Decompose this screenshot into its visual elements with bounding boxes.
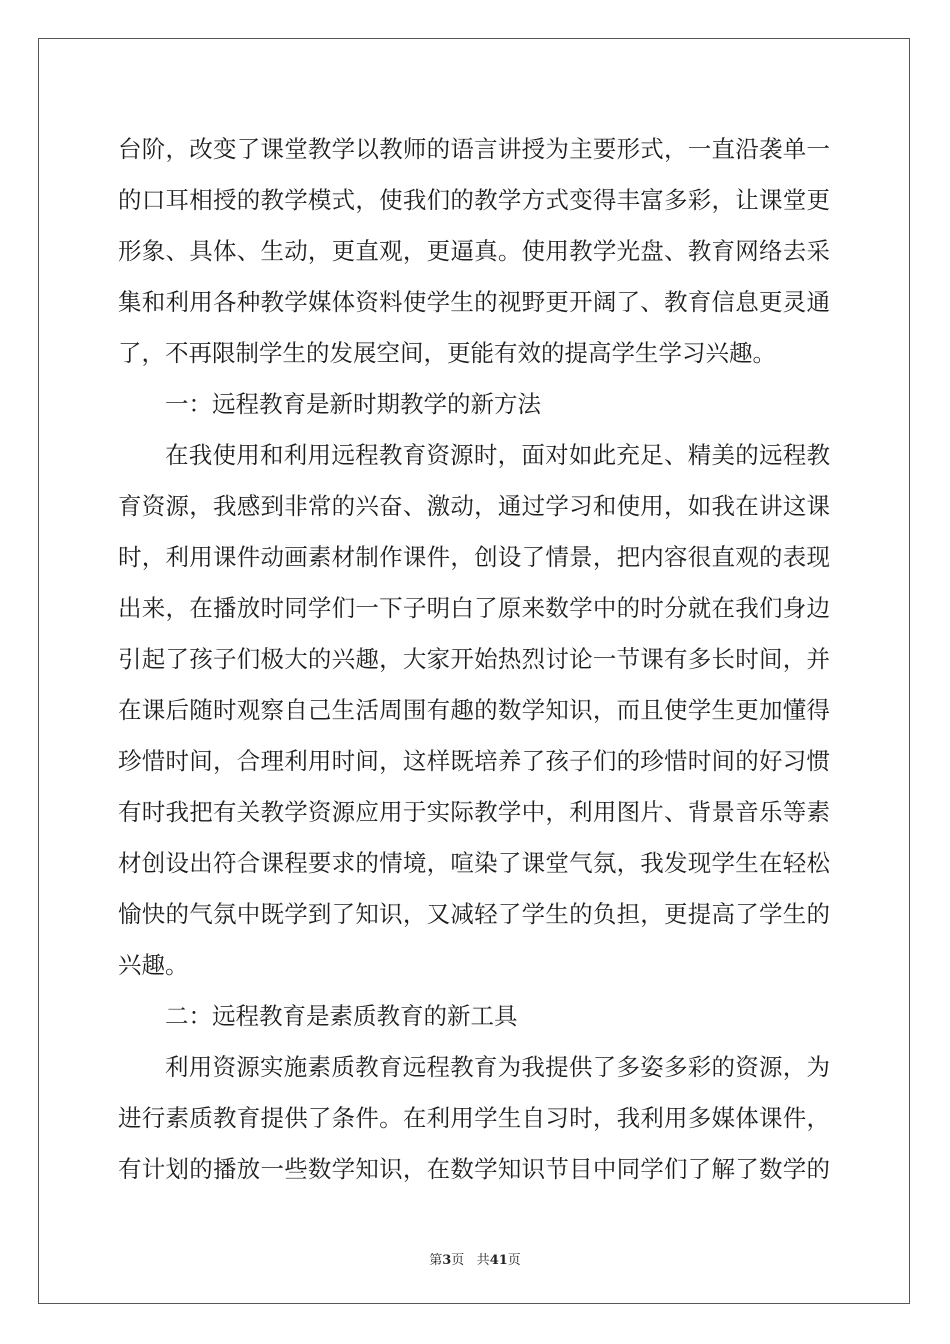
body-line: 集和利用各种教学媒体资料使学生的视野更开阔了、教育信息更灵通 [118, 288, 830, 316]
body-line: 时，利用课件动画素材制作课件，创设了情景，把内容很直观的表现 [118, 543, 830, 571]
page-footer [0, 1249, 950, 1268]
body-line: 有计划的播放一些数学知识，在数学知识节目中同学们了解了数学的 [118, 1155, 830, 1183]
body-line: 了，不再限制学生的发展空间，更能有效的提高学生学习兴趣。 [118, 339, 776, 367]
body-line: 珍惜时间，合理利用时间，这样既培养了孩子们的珍惜时间的好习惯 [118, 747, 830, 775]
body-line: 兴趣。 [118, 951, 189, 979]
body-line: 形象、具体、生动，更直观，更逼真。使用教学光盘、教育网络去采 [118, 237, 830, 265]
total-suffix: 页 [507, 1253, 521, 1268]
body-line: 愉快的气氛中既学到了知识，又减轻了学生的负担，更提高了学生的 [118, 900, 830, 928]
body-line: 的口耳相授的教学模式，使我们的教学方式变得丰富多彩，让课堂更 [118, 186, 830, 214]
body-line: 利用资源实施素质教育远程教育为我提供了多姿多彩的资源，为 [165, 1053, 830, 1081]
page-prefix: 第 [429, 1253, 443, 1268]
body-line: 在我使用和利用远程教育资源时，面对如此充足、精美的远程教 [165, 441, 830, 469]
body-line: 材创设出符合课程要求的情境，喧染了课堂气氛，我发现学生在轻松 [118, 849, 830, 877]
body-line: 出来，在播放时同学们一下子明白了原来数学中的时分就在我们身边 [118, 594, 830, 622]
document-body [118, 124, 830, 1195]
section-heading-2: 二：远程教育是素质教育的新工具 [165, 1002, 518, 1030]
total-prefix: 共 [476, 1253, 490, 1268]
body-line: 在课后随时观察自己生活周围有趣的数学知识，而且使学生更加懂得 [118, 696, 830, 724]
body-line: 育资源，我感到非常的兴奋、激动，通过学习和使用，如我在讲这课 [118, 492, 830, 520]
total-pages: 41 [489, 1253, 508, 1268]
body-line: 引起了孩子们极大的兴趣，大家开始热烈讨论一节课有多长时间，并 [118, 645, 830, 673]
body-line: 进行素质教育提供了条件。在利用学生自习时，我利用多媒体课件， [118, 1104, 830, 1132]
section-heading-1: 一：远程教育是新时期教学的新方法 [165, 390, 541, 418]
body-line: 有时我把有关教学资源应用于实际教学中，利用图片、背景音乐等素 [118, 798, 830, 826]
page-number: 3 [442, 1253, 452, 1268]
page-suffix: 页 [451, 1253, 465, 1268]
body-line: 台阶，改变了课堂教学以教师的语言讲授为主要形式，一直沿袭单一 [118, 135, 830, 163]
